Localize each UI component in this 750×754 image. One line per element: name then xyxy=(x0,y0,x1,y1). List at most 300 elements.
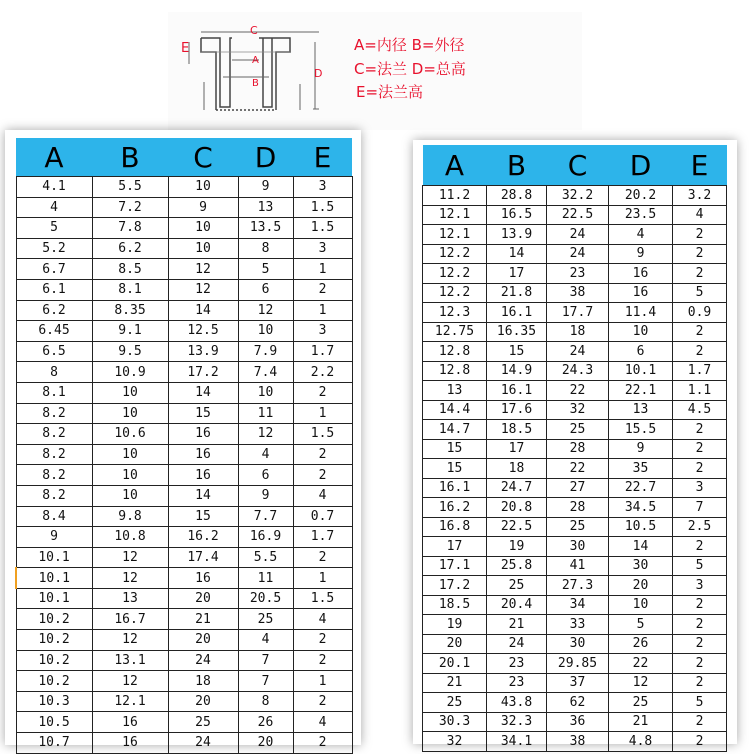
table-row xyxy=(16,671,352,692)
table-cell-b: 10.6 xyxy=(92,424,168,445)
table-cell-d: 12 xyxy=(238,424,293,445)
table-cell-b: 10 xyxy=(92,444,168,465)
table-cell-a: 32 xyxy=(423,732,487,752)
table-cell-b: 9.8 xyxy=(92,506,168,527)
right-dimension-table xyxy=(422,145,727,752)
table-cell-b: 12 xyxy=(92,547,168,568)
table-cell-a: 8.1 xyxy=(16,382,92,403)
table-cell-a: 6.5 xyxy=(16,341,92,362)
left-table-panel xyxy=(5,130,361,751)
table-row xyxy=(16,506,352,527)
table-cell-e: 1 xyxy=(293,259,352,280)
table-cell-b: 17 xyxy=(487,264,547,284)
table-row xyxy=(423,634,727,654)
table-cell-b: 8.5 xyxy=(92,259,168,280)
table-cell-e: 1.7 xyxy=(293,341,352,362)
table-cell-a: 16.2 xyxy=(423,498,487,518)
table-row xyxy=(423,732,727,752)
table-cell-d: 23.5 xyxy=(609,205,673,225)
table-cell-e: 2 xyxy=(673,322,727,342)
table-cell-c: 14 xyxy=(168,300,238,321)
table-cell-c: 24 xyxy=(547,244,609,264)
table-cell-b: 32.3 xyxy=(487,712,547,732)
table-row xyxy=(16,300,352,321)
table-cell-b: 16.5 xyxy=(487,205,547,225)
table-cell-e: 2 xyxy=(293,733,352,754)
table-cell-c: 12 xyxy=(168,259,238,280)
table-cell-d: 20.2 xyxy=(609,186,673,206)
table-row xyxy=(423,400,727,420)
table-cell-c: 14 xyxy=(168,382,238,403)
table-cell-b: 16.1 xyxy=(487,303,547,323)
table-cell-e: 3 xyxy=(293,177,352,198)
table-cell-e: 3 xyxy=(673,478,727,498)
table-cell-d: 12 xyxy=(609,673,673,693)
table-cell-e: 2 xyxy=(293,444,352,465)
table-cell-a: 12.8 xyxy=(423,342,487,362)
table-cell-d: 4 xyxy=(238,630,293,651)
table-cell-c: 37 xyxy=(547,673,609,693)
table-cell-d: 25 xyxy=(238,609,293,630)
table-cell-a: 8.2 xyxy=(16,465,92,486)
table-cell-d: 11.4 xyxy=(609,303,673,323)
table-cell-a: 21 xyxy=(423,673,487,693)
table-row xyxy=(16,650,352,671)
table-cell-e: 1.5 xyxy=(293,197,352,218)
table-cell-e: 0.7 xyxy=(293,506,352,527)
table-cell-a: 10.7 xyxy=(16,733,92,754)
table-cell-c: 28 xyxy=(547,498,609,518)
table-cell-c: 12.5 xyxy=(168,321,238,342)
table-cell-d: 13.5 xyxy=(238,218,293,239)
table-cell-d: 6 xyxy=(609,342,673,362)
table-row xyxy=(423,693,727,713)
dim-label-d: D xyxy=(314,67,323,80)
table-cell-c: 24 xyxy=(547,225,609,245)
table-cell-b: 9.1 xyxy=(92,321,168,342)
table-cell-b: 10 xyxy=(92,403,168,424)
table-cell-b: 10.8 xyxy=(92,527,168,548)
table-cell-b: 17 xyxy=(487,439,547,459)
table-cell-c: 18 xyxy=(547,322,609,342)
table-cell-e: 2 xyxy=(673,342,727,362)
table-cell-d: 10.5 xyxy=(609,517,673,537)
table-cell-d: 8 xyxy=(238,238,293,259)
table-cell-b: 10 xyxy=(92,485,168,506)
table-cell-a: 12.8 xyxy=(423,361,487,381)
table-cell-d: 26 xyxy=(609,634,673,654)
table-cell-b: 14.9 xyxy=(487,361,547,381)
table-row xyxy=(16,362,352,383)
table-cell-b: 25 xyxy=(487,576,547,596)
table-cell-a: 8.4 xyxy=(16,506,92,527)
table-cell-c: 10 xyxy=(168,218,238,239)
table-row xyxy=(16,218,352,239)
table-cell-a: 10.1 xyxy=(16,568,92,589)
table-cell-d: 22.1 xyxy=(609,381,673,401)
table-row xyxy=(423,478,727,498)
table-cell-a: 10.2 xyxy=(16,650,92,671)
table-cell-e: 1 xyxy=(293,671,352,692)
table-cell-b: 16.7 xyxy=(92,609,168,630)
table-cell-e: 2 xyxy=(293,650,352,671)
table-header-row xyxy=(16,138,352,177)
table-row xyxy=(16,259,352,280)
table-cell-d: 13 xyxy=(238,197,293,218)
table-row xyxy=(423,322,727,342)
table-row xyxy=(423,498,727,518)
table-cell-b: 24 xyxy=(487,634,547,654)
table-cell-d: 20.5 xyxy=(238,588,293,609)
table-cell-b: 25.8 xyxy=(487,556,547,576)
table-row xyxy=(423,420,727,440)
table-cell-b: 13 xyxy=(92,588,168,609)
table-cell-e: 4 xyxy=(293,712,352,733)
table-cell-b: 7.2 xyxy=(92,197,168,218)
table-cell-e: 1.5 xyxy=(293,588,352,609)
table-cell-d: 34.5 xyxy=(609,498,673,518)
table-cell-a: 4.1 xyxy=(16,177,92,198)
table-cell-e: 4 xyxy=(293,609,352,630)
table-cell-e: 4.5 xyxy=(673,400,727,420)
table-cell-c: 27.3 xyxy=(547,576,609,596)
table-cell-e: 2 xyxy=(293,630,352,651)
table-cell-a: 4 xyxy=(16,197,92,218)
column-header-d: D xyxy=(609,145,673,186)
table-cell-a: 20.1 xyxy=(423,654,487,674)
table-cell-a: 20 xyxy=(423,634,487,654)
table-cell-a: 12.75 xyxy=(423,322,487,342)
table-row xyxy=(423,303,727,323)
table-cell-d: 22.7 xyxy=(609,478,673,498)
table-cell-a: 25 xyxy=(423,693,487,713)
table-row xyxy=(16,321,352,342)
table-cell-c: 21 xyxy=(168,609,238,630)
table-cell-e: 1 xyxy=(293,403,352,424)
table-cell-b: 18.5 xyxy=(487,420,547,440)
table-cell-d: 5.5 xyxy=(238,547,293,568)
table-row xyxy=(423,576,727,596)
table-cell-a: 17.1 xyxy=(423,556,487,576)
table-cell-c: 20 xyxy=(168,691,238,712)
table-cell-e: 5 xyxy=(673,556,727,576)
dim-label-b: B xyxy=(252,78,259,89)
table-row xyxy=(16,238,352,259)
table-cell-b: 20.4 xyxy=(487,595,547,615)
table-cell-d: 7.9 xyxy=(238,341,293,362)
table-cell-b: 21.8 xyxy=(487,283,547,303)
table-row xyxy=(423,381,727,401)
flange-diagram xyxy=(168,12,582,130)
table-cell-c: 25 xyxy=(547,420,609,440)
table-cell-d: 16 xyxy=(609,283,673,303)
table-cell-e: 2 xyxy=(673,264,727,284)
table-cell-c: 20 xyxy=(168,630,238,651)
table-cell-c: 18 xyxy=(168,671,238,692)
table-cell-d: 20 xyxy=(238,733,293,754)
column-header-b: B xyxy=(487,145,547,186)
table-cell-a: 16.1 xyxy=(423,478,487,498)
table-cell-d: 14 xyxy=(609,537,673,557)
table-cell-a: 8.2 xyxy=(16,403,92,424)
table-cell-d: 16.9 xyxy=(238,527,293,548)
table-cell-a: 19 xyxy=(423,615,487,635)
table-cell-e: 1.5 xyxy=(293,218,352,239)
table-row xyxy=(423,654,727,674)
table-cell-c: 32.2 xyxy=(547,186,609,206)
table-cell-a: 12.3 xyxy=(423,303,487,323)
table-row xyxy=(423,537,727,557)
legend-line-2: C=法兰 D=总高 xyxy=(354,60,466,78)
table-cell-b: 18 xyxy=(487,459,547,479)
table-cell-d: 22 xyxy=(609,654,673,674)
table-cell-e: 0.9 xyxy=(673,303,727,323)
table-cell-a: 10.5 xyxy=(16,712,92,733)
table-cell-b: 16 xyxy=(92,712,168,733)
table-row xyxy=(16,485,352,506)
table-row xyxy=(16,630,352,651)
table-cell-c: 13.9 xyxy=(168,341,238,362)
table-cell-a: 6.7 xyxy=(16,259,92,280)
table-cell-b: 16 xyxy=(92,733,168,754)
table-cell-a: 17.2 xyxy=(423,576,487,596)
table-cell-d: 4 xyxy=(609,225,673,245)
table-cell-c: 24 xyxy=(168,650,238,671)
table-row xyxy=(423,615,727,635)
table-cell-d: 20 xyxy=(609,576,673,596)
table-row xyxy=(16,691,352,712)
table-cell-a: 12.2 xyxy=(423,283,487,303)
table-row xyxy=(423,556,727,576)
column-header-a: A xyxy=(16,138,92,177)
table-row xyxy=(423,595,727,615)
table-row xyxy=(16,197,352,218)
table-cell-e: 1 xyxy=(293,300,352,321)
table-cell-a: 6.45 xyxy=(16,321,92,342)
legend-line-1: A=内径 B=外径 xyxy=(354,36,465,54)
table-cell-c: 38 xyxy=(547,732,609,752)
table-cell-d: 5 xyxy=(238,259,293,280)
table-cell-d: 11 xyxy=(238,568,293,589)
table-cell-d: 7.4 xyxy=(238,362,293,383)
table-cell-b: 34.1 xyxy=(487,732,547,752)
dimension-lines xyxy=(189,32,319,110)
table-cell-b: 9.5 xyxy=(92,341,168,362)
table-cell-e: 2 xyxy=(293,547,352,568)
table-cell-d: 11 xyxy=(238,403,293,424)
table-cell-d: 5 xyxy=(609,615,673,635)
table-cell-c: 17.4 xyxy=(168,547,238,568)
table-row xyxy=(16,279,352,300)
table-cell-c: 23 xyxy=(547,264,609,284)
table-cell-b: 16.1 xyxy=(487,381,547,401)
table-cell-b: 21 xyxy=(487,615,547,635)
table-cell-a: 10.1 xyxy=(16,547,92,568)
table-cell-c: 24 xyxy=(168,733,238,754)
table-cell-b: 12 xyxy=(92,630,168,651)
table-cell-b: 23 xyxy=(487,673,547,693)
table-cell-e: 2 xyxy=(293,691,352,712)
table-cell-e: 1.7 xyxy=(673,361,727,381)
table-cell-c: 25 xyxy=(168,712,238,733)
table-cell-a: 13 xyxy=(423,381,487,401)
table-cell-e: 2 xyxy=(673,225,727,245)
table-cell-e: 2 xyxy=(673,732,727,752)
table-row xyxy=(423,361,727,381)
table-cell-d: 30 xyxy=(609,556,673,576)
table-cell-e: 2.5 xyxy=(673,517,727,537)
table-cell-a: 15 xyxy=(423,459,487,479)
table-cell-d: 7 xyxy=(238,671,293,692)
table-cell-a: 10.3 xyxy=(16,691,92,712)
table-cell-e: 2 xyxy=(673,615,727,635)
table-cell-b: 24.7 xyxy=(487,478,547,498)
table-row xyxy=(16,444,352,465)
table-cell-a: 8 xyxy=(16,362,92,383)
table-cell-d: 10 xyxy=(238,382,293,403)
table-cell-c: 15 xyxy=(168,403,238,424)
table-cell-b: 10 xyxy=(92,465,168,486)
table-cell-d: 10.1 xyxy=(609,361,673,381)
table-cell-a: 12.1 xyxy=(423,205,487,225)
table-cell-a: 6.2 xyxy=(16,300,92,321)
table-cell-e: 2 xyxy=(293,465,352,486)
table-cell-b: 43.8 xyxy=(487,693,547,713)
table-cell-c: 36 xyxy=(547,712,609,732)
table-row xyxy=(423,439,727,459)
table-cell-a: 8.2 xyxy=(16,424,92,445)
column-header-a: A xyxy=(423,145,487,186)
table-row xyxy=(423,673,727,693)
table-cell-e: 4 xyxy=(293,485,352,506)
table-cell-e: 5 xyxy=(673,693,727,713)
table-cell-e: 2 xyxy=(673,634,727,654)
table-row xyxy=(16,609,352,630)
table-cell-b: 17.6 xyxy=(487,400,547,420)
table-cell-a: 9 xyxy=(16,527,92,548)
table-cell-c: 24 xyxy=(547,342,609,362)
table-cell-a: 10.2 xyxy=(16,609,92,630)
table-row xyxy=(423,244,727,264)
table-cell-d: 7.7 xyxy=(238,506,293,527)
table-cell-e: 2 xyxy=(673,244,727,264)
table-cell-c: 27 xyxy=(547,478,609,498)
table-cell-d: 26 xyxy=(238,712,293,733)
table-cell-a: 12.1 xyxy=(423,225,487,245)
table-cell-e: 3.2 xyxy=(673,186,727,206)
table-cell-b: 13.1 xyxy=(92,650,168,671)
table-row xyxy=(423,342,727,362)
table-cell-b: 15 xyxy=(487,342,547,362)
table-cell-c: 62 xyxy=(547,693,609,713)
table-cell-c: 41 xyxy=(547,556,609,576)
table-cell-b: 7.8 xyxy=(92,218,168,239)
table-cell-c: 29.85 xyxy=(547,654,609,674)
table-row xyxy=(16,341,352,362)
table-cell-c: 10 xyxy=(168,238,238,259)
table-cell-e: 3 xyxy=(293,321,352,342)
table-cell-d: 15.5 xyxy=(609,420,673,440)
table-cell-c: 17.7 xyxy=(547,303,609,323)
table-cell-c: 9 xyxy=(168,197,238,218)
table-cell-c: 22.5 xyxy=(547,205,609,225)
table-cell-a: 10.2 xyxy=(16,671,92,692)
flange-outline xyxy=(201,38,290,110)
table-cell-d: 21 xyxy=(609,712,673,732)
table-cell-c: 16 xyxy=(168,444,238,465)
table-cell-c: 28 xyxy=(547,439,609,459)
table-cell-c: 16 xyxy=(168,568,238,589)
table-cell-c: 10 xyxy=(168,177,238,198)
table-cell-a: 14.4 xyxy=(423,400,487,420)
table-cell-b: 12 xyxy=(92,568,168,589)
column-header-b: B xyxy=(92,138,168,177)
table-cell-c: 25 xyxy=(547,517,609,537)
table-cell-c: 34 xyxy=(547,595,609,615)
table-cell-e: 1.5 xyxy=(293,424,352,445)
table-cell-b: 10.9 xyxy=(92,362,168,383)
table-cell-a: 18.5 xyxy=(423,595,487,615)
table-row xyxy=(16,733,352,754)
table-cell-d: 9 xyxy=(238,177,293,198)
table-cell-b: 23 xyxy=(487,654,547,674)
left-dimension-table xyxy=(15,138,353,754)
table-cell-e: 2 xyxy=(293,279,352,300)
table-cell-c: 20 xyxy=(168,588,238,609)
table-cell-d: 10 xyxy=(609,322,673,342)
column-header-c: C xyxy=(168,138,238,177)
table-cell-c: 16 xyxy=(168,465,238,486)
column-header-e: E xyxy=(293,138,352,177)
table-cell-a: 8.2 xyxy=(16,485,92,506)
table-cell-d: 9 xyxy=(609,244,673,264)
table-cell-e: 1 xyxy=(293,568,352,589)
column-header-e: E xyxy=(673,145,727,186)
table-header-row xyxy=(423,145,727,186)
table-row xyxy=(423,186,727,206)
table-cell-a: 17 xyxy=(423,537,487,557)
table-cell-a: 10.1 xyxy=(16,588,92,609)
table-cell-c: 14 xyxy=(168,485,238,506)
table-cell-b: 13.9 xyxy=(487,225,547,245)
legend-line-3: E=法兰高 xyxy=(356,83,424,101)
table-cell-b: 8.35 xyxy=(92,300,168,321)
dim-label-c: C xyxy=(250,24,258,37)
table-cell-b: 22.5 xyxy=(487,517,547,537)
table-cell-d: 12 xyxy=(238,300,293,321)
table-cell-d: 10 xyxy=(238,321,293,342)
table-cell-e: 2 xyxy=(673,595,727,615)
table-cell-e: 2 xyxy=(673,537,727,557)
table-cell-d: 7 xyxy=(238,650,293,671)
table-cell-c: 15 xyxy=(168,506,238,527)
right-table-panel xyxy=(413,140,737,749)
table-cell-b: 20.8 xyxy=(487,498,547,518)
table-cell-a: 10.2 xyxy=(16,630,92,651)
table-cell-d: 16 xyxy=(609,264,673,284)
table-cell-c: 24.3 xyxy=(547,361,609,381)
table-row xyxy=(16,465,352,486)
dim-label-a: A xyxy=(252,55,259,66)
table-cell-c: 22 xyxy=(547,459,609,479)
table-row xyxy=(423,459,727,479)
table-cell-d: 10 xyxy=(609,595,673,615)
table-cell-a: 30.3 xyxy=(423,712,487,732)
table-row xyxy=(423,712,727,732)
table-row xyxy=(423,264,727,284)
table-cell-d: 4.8 xyxy=(609,732,673,752)
table-cell-e: 4 xyxy=(673,205,727,225)
